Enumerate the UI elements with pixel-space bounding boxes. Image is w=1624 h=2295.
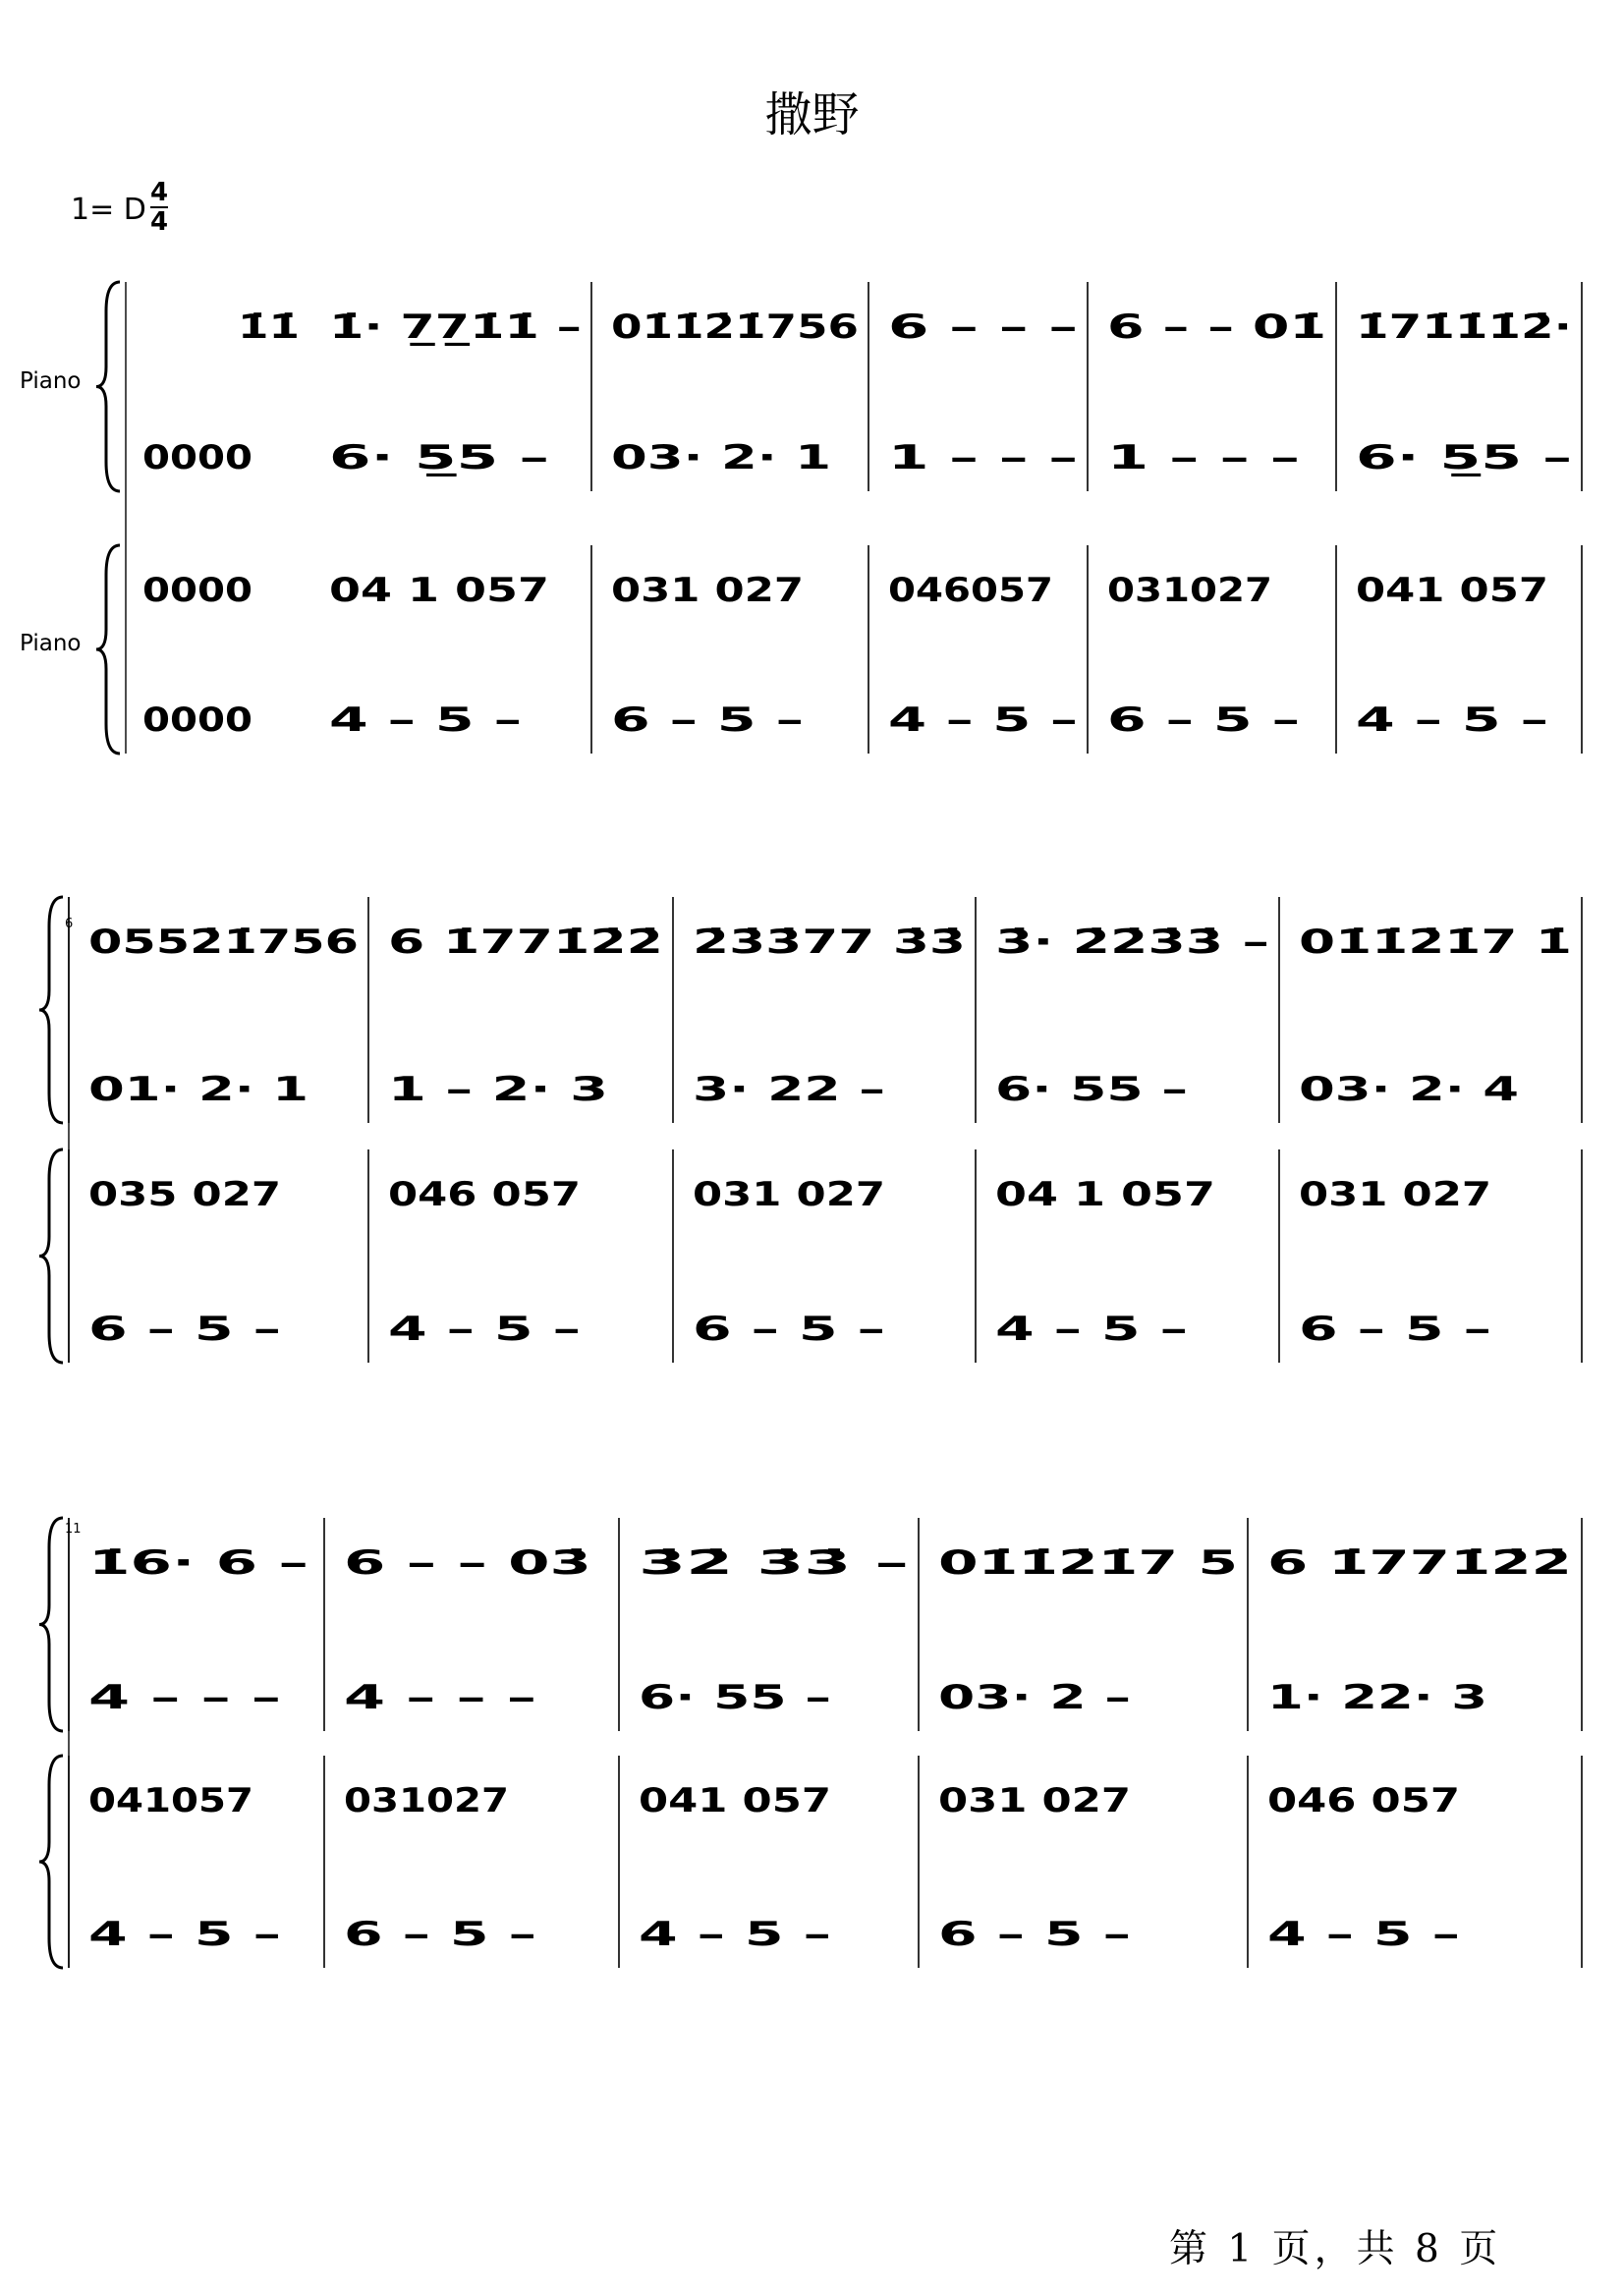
system-2 [39,897,1582,1363]
instrument-label: Piano [20,368,82,394]
measure-notes: 0552̇1̇756 [88,923,359,962]
measure-notes: 1̇· 7̲7̲1̇1̇ – [329,308,582,347]
time-signature-bottom: 4 [150,207,169,237]
measure-notes: 4 – 5 – [1267,1915,1460,1954]
measure-notes: 4 – 5 – [1356,700,1548,740]
measure-notes: 6· 5̲5 – [1356,438,1572,477]
measure-notes: 3̇2̇ 3̇3̇ – [639,1543,909,1583]
measure-notes: 1 – – – [888,438,1078,477]
measure-notes: 01̇1̇2̇1̇7 5 [938,1543,1238,1583]
measure-notes: 035 027 [88,1175,281,1214]
measure-notes: 1 – 2· 3 [388,1070,608,1109]
measure-notes: 0000 [142,700,252,740]
measure-notes: 6 – 5 – [693,1310,885,1349]
measure-notes: 031 027 [693,1175,885,1214]
brace [96,545,120,754]
measure-notes: 4 – 5 – [88,1915,281,1954]
measure-notes: 6 – 5 – [1299,1310,1491,1349]
measure-notes: 4 – 5 – [995,1310,1188,1349]
measure-notes: 041 057 [639,1781,831,1820]
brace [39,1518,63,1731]
measure-notes: 4 – 5 – [388,1310,581,1349]
measure-notes: 04 1 057 [995,1175,1215,1214]
measure-notes: 4 – – – [88,1678,281,1717]
measure-notes: 4 – 5 – [888,700,1078,740]
measure-notes: 2̇3̇3̇77 3̇3̇ [693,923,966,962]
brace [39,1756,63,1968]
measure-notes: 046 057 [388,1175,581,1214]
measure-notes: 1 – – – [1107,438,1300,477]
key-signature: 1= D [71,193,146,227]
page-footer: 第 1 页，共 8 页 [1169,2227,1502,2271]
brace [39,897,63,1123]
system-3 [39,1518,1582,1968]
measure-notes: 6 – – 03̇ [344,1543,591,1583]
measure-notes: 03· 2· 1 [611,438,831,477]
measure-notes: 6 1̇771̇2̇2̇ [388,923,663,962]
measure-notes: 03· 2· 4 [1299,1070,1519,1109]
measure-notes: 3̇· 2̇2̇3̇3̇ – [995,923,1269,962]
measure-number: 6 [65,917,74,931]
measure-notes: 1̇71̇1̇1̇2̇· [1356,308,1572,347]
measure-notes: 0000 [142,438,252,477]
time-signature-top: 4 [150,178,169,207]
measure-notes: 041 057 [1356,571,1548,610]
brace [39,1149,63,1363]
measure-notes: 03· 2 – [938,1678,1131,1717]
measure-notes: 031 027 [611,571,804,610]
measure-notes: 6 – 5 – [1107,700,1300,740]
measure-notes: 1· 22· 3 [1267,1678,1487,1717]
measure-notes: 4 – 5 – [639,1915,831,1954]
measure-notes: 6 – 5 – [611,700,804,740]
measure-notes: 031 027 [1299,1175,1491,1214]
measure-notes: 6 – – 01̇ [1107,308,1326,347]
measure-notes: 031 027 [938,1781,1131,1820]
measure-notes: 031027 [344,1781,509,1820]
measure-notes: 01· 2· 1 [88,1070,308,1109]
measure-notes: 6 – – – [888,308,1078,347]
measure-notes: 04 1 057 [329,571,549,610]
measure-notes: 6 – 5 – [88,1310,281,1349]
measure-notes: 6 – 5 – [938,1915,1131,1954]
measure-notes: 01̇1̇2̇1̇7 1̇ [1299,923,1572,962]
measure-notes: 6· 55 – [639,1678,831,1717]
measure-notes: 1̇6· 6 – [88,1543,308,1583]
measure-notes: 046057 [888,571,1053,610]
system-1 [96,282,1582,754]
measure-notes: 4 – 5 – [329,700,522,740]
score-title: 撒野 [764,87,860,142]
instrument-label: Piano [20,631,82,656]
measure-notes: 3· 22 – [693,1070,885,1109]
measure-notes: 6 1̇771̇2̇2̇ [1267,1543,1572,1583]
brace [96,282,120,491]
measure-number: 11 [65,1522,82,1537]
measure-notes: 0000 [142,571,252,610]
measure-notes: 031027 [1107,571,1272,610]
measure-notes: 6· 5̲5 – [329,438,549,477]
measure-notes: 4 – – – [344,1678,536,1717]
measure-notes: 6· 55 – [995,1070,1188,1109]
measure-notes: 01̇1̇2̇1̇756 [611,308,859,347]
measure-notes: 6 – 5 – [344,1915,536,1954]
measure-notes: 041057 [88,1781,253,1820]
measure-notes: 1̇1̇ [238,308,300,347]
measure-notes: 046 057 [1267,1781,1460,1820]
